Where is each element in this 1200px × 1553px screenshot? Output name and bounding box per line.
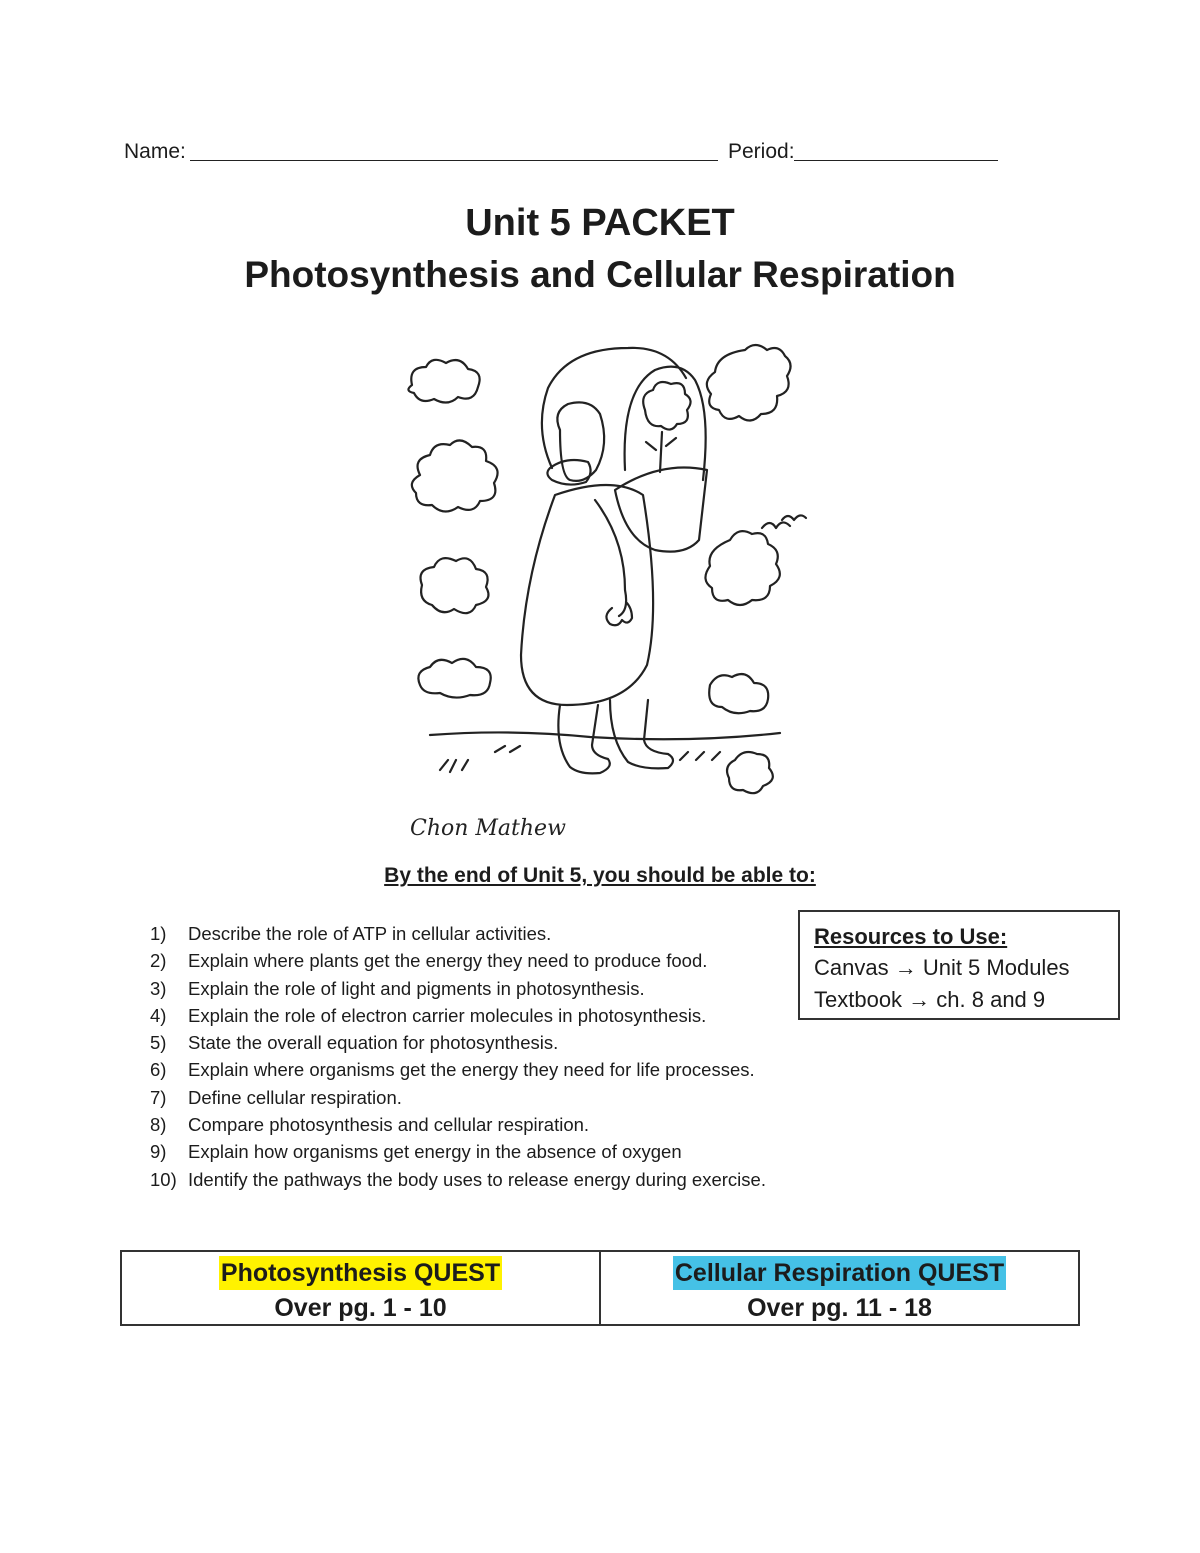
objective-item [150, 1111, 850, 1138]
objective-text: Define cellular respiration. [188, 1086, 402, 1108]
cartoon-signature: Chon Mathew [410, 816, 566, 840]
objective-text: Explain how organisms get energy in the absence of oxygen [188, 1141, 682, 1163]
cloud-icon [707, 345, 791, 421]
objective-text: Explain the role of electron carrier molecules in photosynthesis. [188, 1004, 707, 1026]
objective-item [150, 1056, 850, 1083]
objective-number: 8) [150, 1114, 167, 1136]
objective-text: Explain the role of light and pigments in photosynthesis. [188, 977, 645, 999]
quest-cell-photosynthesis [122, 1252, 599, 1324]
grass-strokes [440, 746, 720, 772]
objective-number: 6) [150, 1059, 167, 1081]
objective-item [150, 1166, 850, 1193]
resources-line: Canvas → Unit 5 Modules [814, 955, 1070, 980]
person-head [557, 402, 604, 481]
cloud-icon [705, 531, 779, 605]
tree-icon [643, 382, 690, 472]
person-body [521, 485, 653, 705]
quest-pages: Over pg. 11 - 18 [747, 1294, 932, 1322]
objective-item [150, 947, 850, 974]
objective-number: 7) [150, 1086, 167, 1108]
objective-number: 4) [150, 1004, 167, 1026]
person-arm [595, 500, 632, 625]
quest-pages: Over pg. 1 - 10 [274, 1294, 447, 1322]
quest-cell-cellular-respiration [599, 1252, 1078, 1324]
quest-title: Photosynthesis QUEST [219, 1256, 502, 1290]
objectives-list [150, 920, 850, 1193]
period-label: Period: [728, 140, 795, 163]
objective-number: 3) [150, 977, 167, 999]
cloud-icon [408, 360, 479, 403]
objective-number: 9) [150, 1141, 167, 1163]
mask-icon [547, 460, 590, 485]
objective-text: Compare photosynthesis and cellular respiration. [188, 1114, 590, 1136]
cloud-icon [727, 752, 773, 793]
cloud-icon [709, 674, 768, 713]
objective-number: 1) [150, 923, 167, 944]
objective-item [150, 1029, 850, 1056]
cartoon-illustration [400, 340, 820, 840]
objective-number: 2) [150, 950, 167, 972]
objective-text: Explain where organisms get the energy they need for life processes. [188, 1059, 755, 1081]
backpack-icon [615, 468, 707, 552]
objective-item [150, 1084, 850, 1111]
cloud-icon [418, 659, 490, 698]
resources-box [798, 910, 1120, 1020]
bird-icon [762, 522, 790, 528]
objective-text: Identify the pathways the body uses to release energy during exercise. [188, 1168, 766, 1190]
objective-text: Explain where plants get the energy they need to produce food. [188, 950, 708, 972]
objective-item [150, 1002, 850, 1029]
page-title: Unit 5 PACKET [465, 202, 735, 244]
period-blank-line[interactable] [794, 160, 998, 161]
cloud-icon [421, 558, 489, 613]
resources-title: Resources to Use: [814, 924, 1008, 949]
name-label: Name: [124, 140, 186, 163]
objective-item [150, 975, 850, 1002]
header-fields [124, 140, 1004, 166]
quest-table [120, 1250, 1080, 1326]
objectives-heading: By the end of Unit 5, you should be able to: [384, 864, 816, 887]
page-subtitle: Photosynthesis and Cellular Respiration [244, 254, 956, 295]
ground-line [430, 732, 780, 739]
cloud-icon [412, 440, 498, 511]
objective-text: State the overall equation for photosynthesis. [188, 1032, 559, 1054]
objective-text: Describe the role of ATP in cellular activities. [188, 923, 552, 944]
quest-title: Cellular Respiration QUEST [673, 1256, 1006, 1290]
objective-item [150, 920, 850, 947]
resources-line: Textbook → ch. 8 and 9 [814, 987, 1046, 1012]
objective-number: 10) [150, 1168, 177, 1190]
objective-item [150, 1138, 850, 1165]
bird-icon [782, 515, 806, 520]
dome-icon [625, 367, 706, 480]
objective-number: 5) [150, 1032, 167, 1054]
name-blank-line[interactable] [190, 160, 718, 161]
